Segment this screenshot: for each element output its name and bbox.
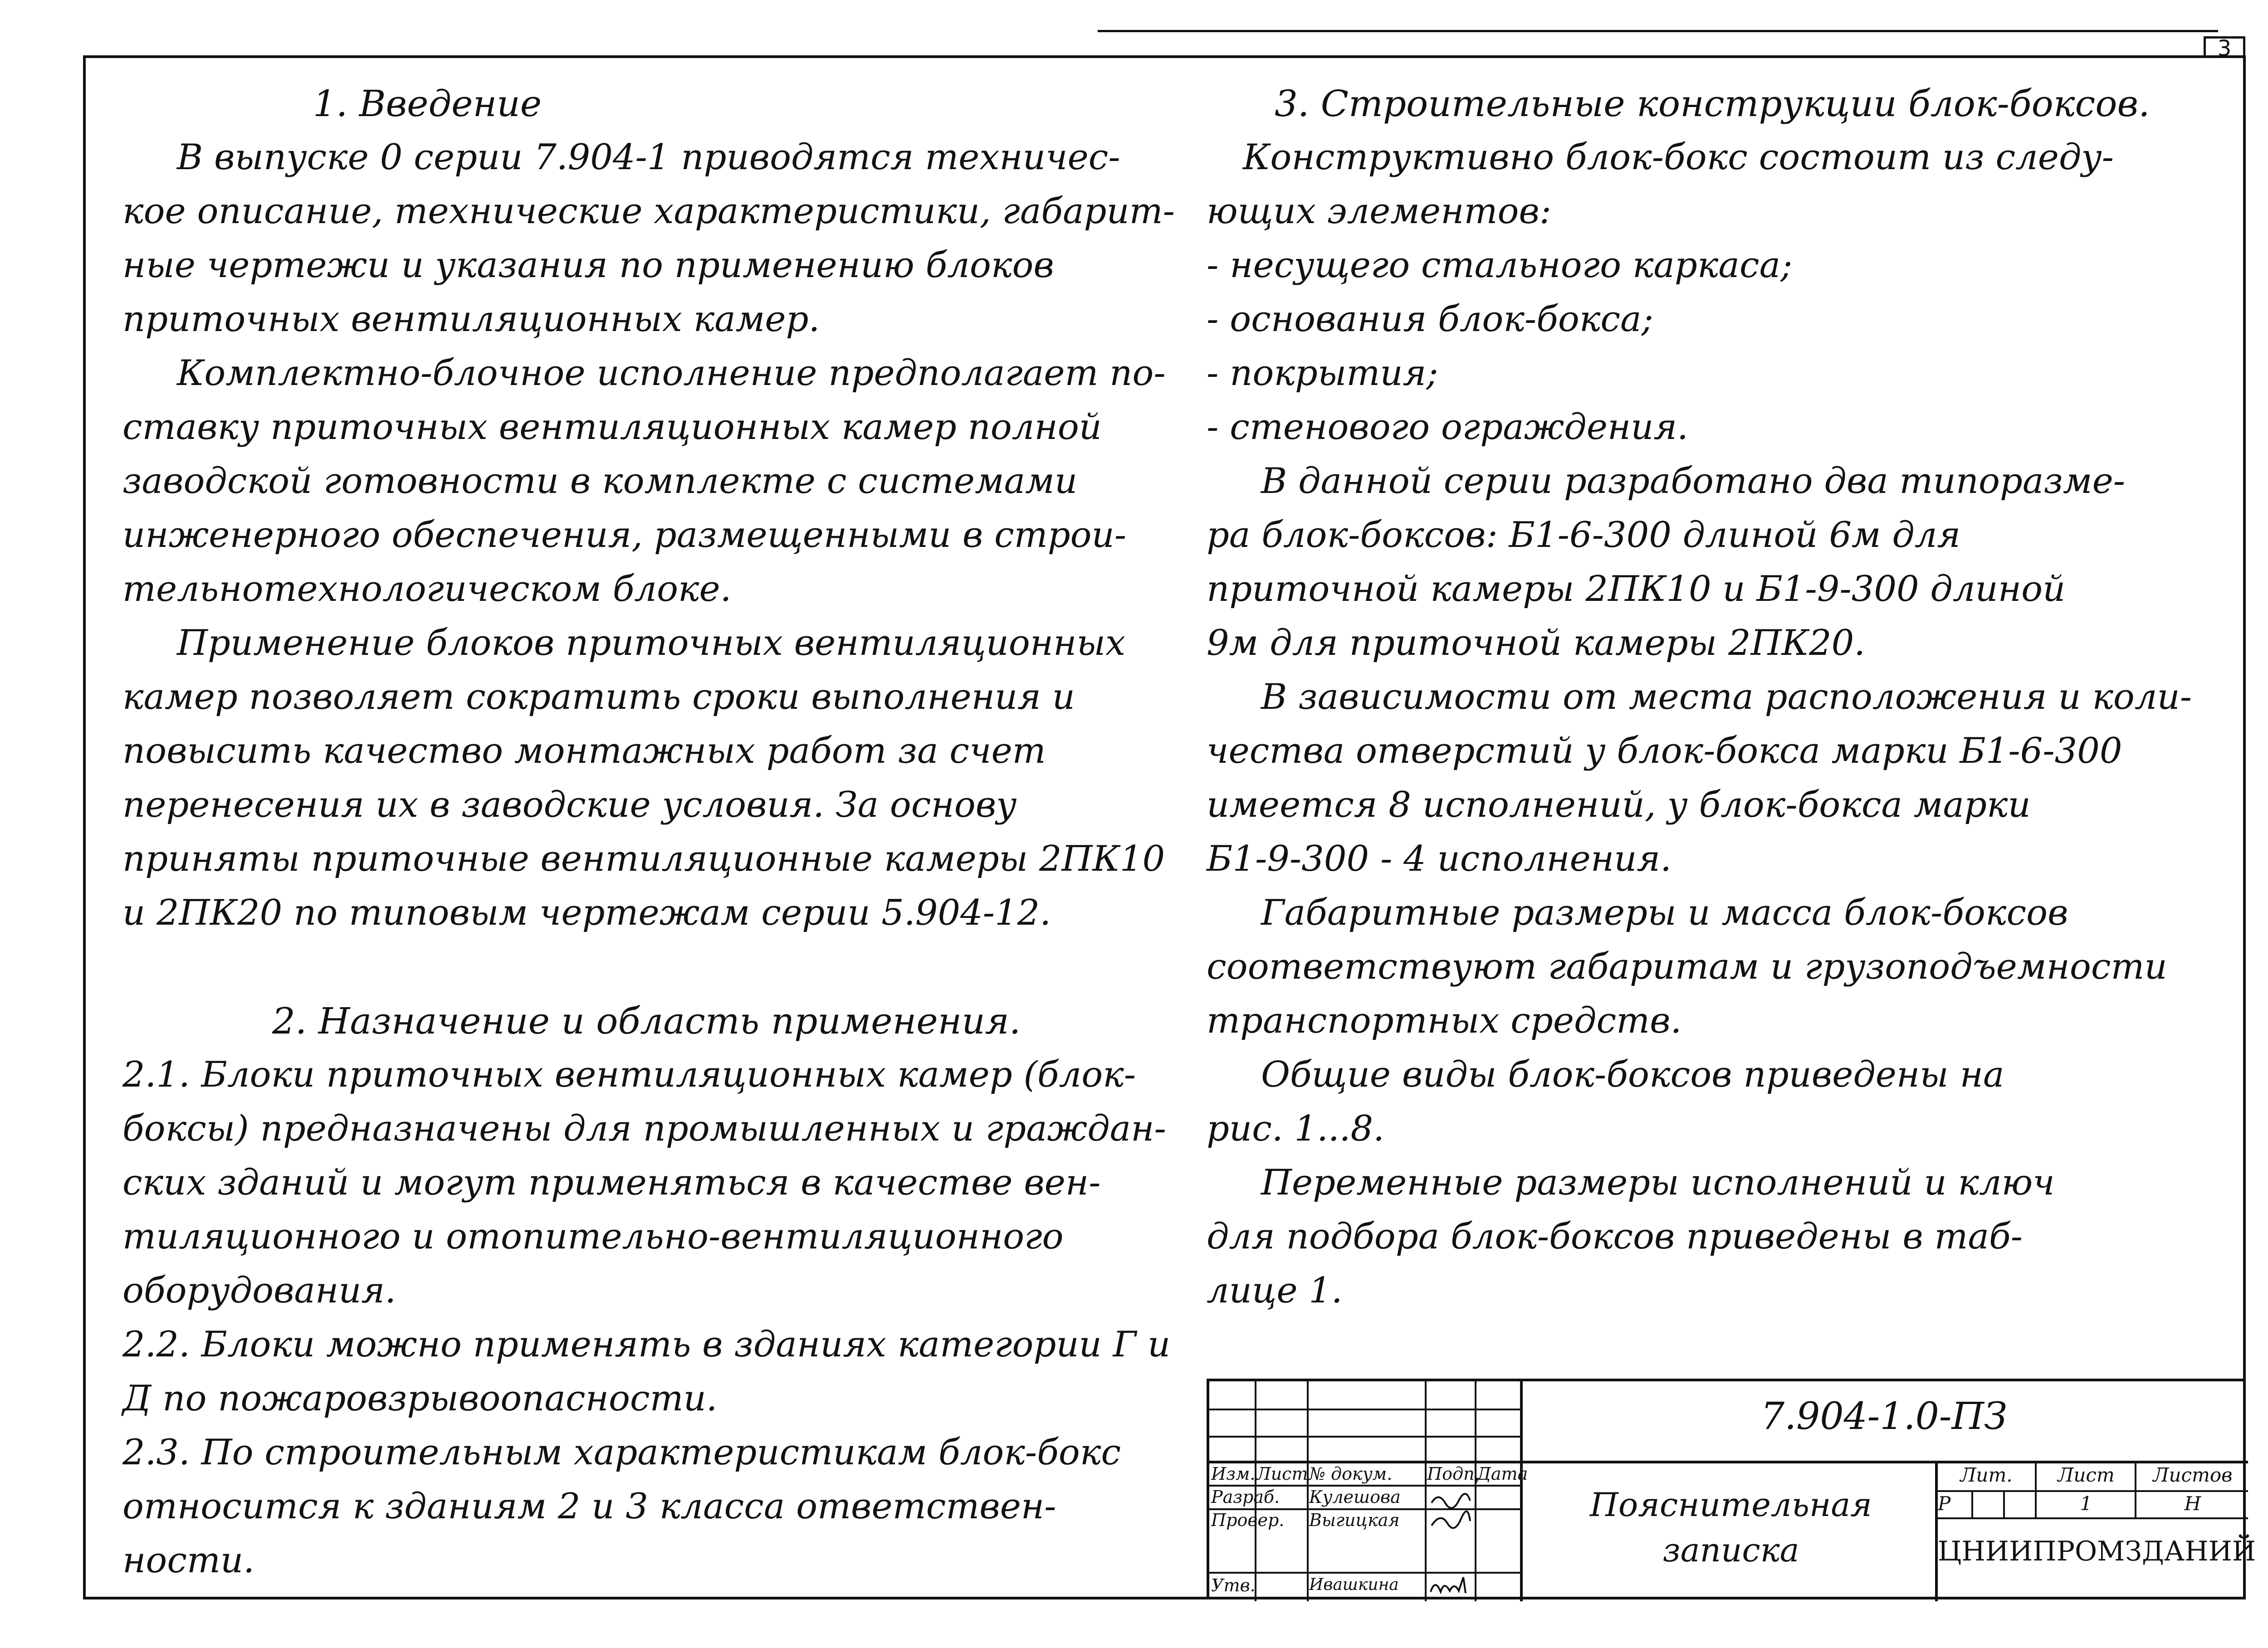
text-line: Конструктивно блок-бокс состоит из следу- <box>1243 137 2114 178</box>
list-item: - несущего стального каркаса; <box>1207 245 1793 286</box>
grid-line <box>1209 1409 1520 1410</box>
list-item: - покрытия; <box>1207 353 1438 394</box>
organization-name: ЦНИИПРОМЗДАНИЙ <box>1938 1536 2256 1567</box>
text-line: Переменные размеры исполнений и ключ <box>1261 1162 2055 1203</box>
text-line: Д по пожаровзрывоопасности. <box>122 1378 718 1419</box>
document-code: 7.904-1.0-ПЗ <box>1760 1395 2008 1438</box>
list-item: - основания блок-бокса; <box>1207 299 1653 340</box>
text-line: чества отверстий у блок-бокса марки Б1-6-300 <box>1207 731 2122 771</box>
grid-line <box>1425 1381 1427 1601</box>
name-checker: Выгицкая <box>1309 1510 1400 1530</box>
list-item: - стенового ограждения. <box>1207 407 1688 448</box>
section1-paragraph-1 <box>122 131 1179 346</box>
section1-heading: 1. Введение <box>313 83 542 125</box>
text-line: повысить качество монтажных работ за счет <box>122 731 1046 771</box>
section2-heading: 2. Назначение и область применения. <box>272 1000 1021 1042</box>
sheets-value: Н <box>2184 1492 2201 1515</box>
grid-line <box>1520 1461 2248 1463</box>
grid-line <box>1971 1490 1973 1517</box>
text-line: ра блок-боксов: Б1-6-300 длиной 6м для <box>1207 515 1961 556</box>
text-line: 2.1. Блоки приточных вентиляционных камер (блок- <box>122 1054 1136 1095</box>
text-line: и 2ПК20 по типовым чертежам серии 5.904-12. <box>122 892 1051 933</box>
text-line: имеется 8 исполнений, у блок-бокса марки <box>1207 785 2031 825</box>
grid-line <box>1209 1461 1520 1463</box>
grid-line <box>2035 1461 2037 1517</box>
stage-label: Лит. <box>1960 1464 2013 1486</box>
name-developer: Кулешова <box>1309 1487 1401 1507</box>
text-line: рис. 1...8. <box>1207 1108 1384 1149</box>
section2-item-1 <box>122 1048 1179 1318</box>
right-column <box>1207 77 2204 1318</box>
text-line: кое описание, технические характеристики, габарит- <box>122 191 1175 232</box>
text-line: 2.2. Блоки можно применять в зданиях категории Г и <box>122 1324 1171 1365</box>
text-line: боксы) предназначены для промышленных и граждан- <box>122 1108 1166 1149</box>
text-line: ских зданий и могут применяться в качестве вен- <box>122 1162 1101 1203</box>
label-change: Изм. <box>1211 1464 1256 1484</box>
title-block <box>1207 1379 2256 1599</box>
text-line: В зависимости от места расположения и коли- <box>1261 677 2192 717</box>
section3-paragraph-3 <box>1207 670 2204 886</box>
text-line: камер позволяет сократить сроки выполнения и <box>122 677 1075 717</box>
name-approver: Ивашкина <box>1309 1575 1399 1594</box>
grid-line <box>1307 1381 1309 1601</box>
grid-line <box>2135 1461 2136 1517</box>
approver-signature <box>1427 1574 1475 1601</box>
role-checker: Провер. <box>1211 1510 1285 1530</box>
page-number-box <box>2204 36 2245 61</box>
text-line: Комплектно-блочное исполнение предполагает по- <box>177 353 1166 394</box>
section3-paragraph-6 <box>1207 1156 2204 1318</box>
left-column <box>122 77 1179 1588</box>
grid-line <box>1935 1490 2248 1492</box>
section3-paragraph-1 <box>1207 131 2204 454</box>
signature-marks <box>1427 1485 1475 1535</box>
text-line: В данной серии разработано два типоразме- <box>1261 461 2126 502</box>
grid-line <box>2003 1490 2005 1517</box>
sheets-label: Листов <box>2153 1464 2233 1486</box>
label-sheet: Лист <box>1256 1464 1308 1484</box>
text-line: соответствуют габаритам и грузоподъемности <box>1207 946 2167 987</box>
role-approver: Утв. <box>1211 1575 1256 1595</box>
text-line: Б1-9-300 - 4 исполнения. <box>1207 839 1672 879</box>
text-line: относится к зданиям 2 и 3 класса ответствен- <box>122 1486 1056 1527</box>
sheet-value: 1 <box>2080 1492 2092 1515</box>
text-line: 9м для приточной камеры 2ПК20. <box>1207 623 1866 663</box>
text-line: тельнотехнологическом блоке. <box>122 569 732 609</box>
text-line: Общие виды блок-боксов приведены на <box>1261 1054 2004 1095</box>
text-line: приняты приточные вентиляционные камеры 2ПК10 <box>122 839 1165 879</box>
text-line: заводской готовности в комплекте с системами <box>122 461 1078 502</box>
text-line: инженерного обеспечения, размещенными в строи- <box>122 515 1127 556</box>
text-line: В выпуске 0 серии 7.904-1 приводятся техничес- <box>177 137 1120 178</box>
grid-line <box>1475 1381 1476 1601</box>
text-line: ные чертежи и указания по применению блоков <box>122 245 1054 286</box>
grid-line <box>1209 1436 1520 1438</box>
text-line: тиляционного и отопительно-вентиляционного <box>122 1216 1064 1257</box>
label-signature: Подп. <box>1427 1464 1480 1484</box>
label-document-number: № докум. <box>1309 1464 1393 1484</box>
section2-item-3 <box>122 1426 1179 1588</box>
text-line: лице 1. <box>1207 1270 1343 1311</box>
document-title-line-2: записка <box>1662 1531 1799 1569</box>
role-developer: Разраб. <box>1211 1487 1280 1507</box>
text-line: оборудования. <box>122 1270 396 1311</box>
text-line: приточных вентиляционных камер. <box>122 299 820 340</box>
text-line: 2.3. По строительным характеристикам блок-бокс <box>122 1432 1121 1473</box>
text-line: ставку приточных вентиляционных камер полной <box>122 407 1102 448</box>
grid-line <box>1935 1517 2248 1519</box>
section3-heading: 3. Строительные конструкции блок-боксов. <box>1275 83 2150 125</box>
section3-paragraph-2 <box>1207 454 2204 670</box>
section2-item-2 <box>122 1318 1179 1426</box>
text-line: ющих элементов: <box>1207 191 1552 232</box>
text-line: приточной камеры 2ПК10 и Б1-9-300 длиной <box>1207 569 2066 609</box>
stage-value: Р <box>1938 1492 1951 1515</box>
text-line: Габаритные размеры и масса блок-боксов <box>1261 892 2068 933</box>
page-number: 3 <box>2217 36 2232 61</box>
text-line: транспортных средств. <box>1207 1000 1682 1041</box>
text-line: перенесения их в заводские условия. За основу <box>122 785 1017 825</box>
text-line: ности. <box>122 1540 255 1581</box>
section1-paragraph-3 <box>122 616 1179 940</box>
text-line: Применение блоков приточных вентиляционных <box>177 623 1125 663</box>
top-border-line <box>1098 30 2218 32</box>
sheet-label: Лист <box>2058 1464 2115 1486</box>
label-date: Дата <box>1477 1464 1528 1484</box>
section3-paragraph-5 <box>1207 1048 2204 1156</box>
section3-paragraph-4 <box>1207 886 2204 1048</box>
section1-paragraph-2 <box>122 346 1179 616</box>
document-title-line-1: Пояснительная <box>1590 1486 1872 1524</box>
section-gap <box>122 940 1179 995</box>
text-line: для подбора блок-боксов приведены в таб- <box>1207 1216 2023 1257</box>
